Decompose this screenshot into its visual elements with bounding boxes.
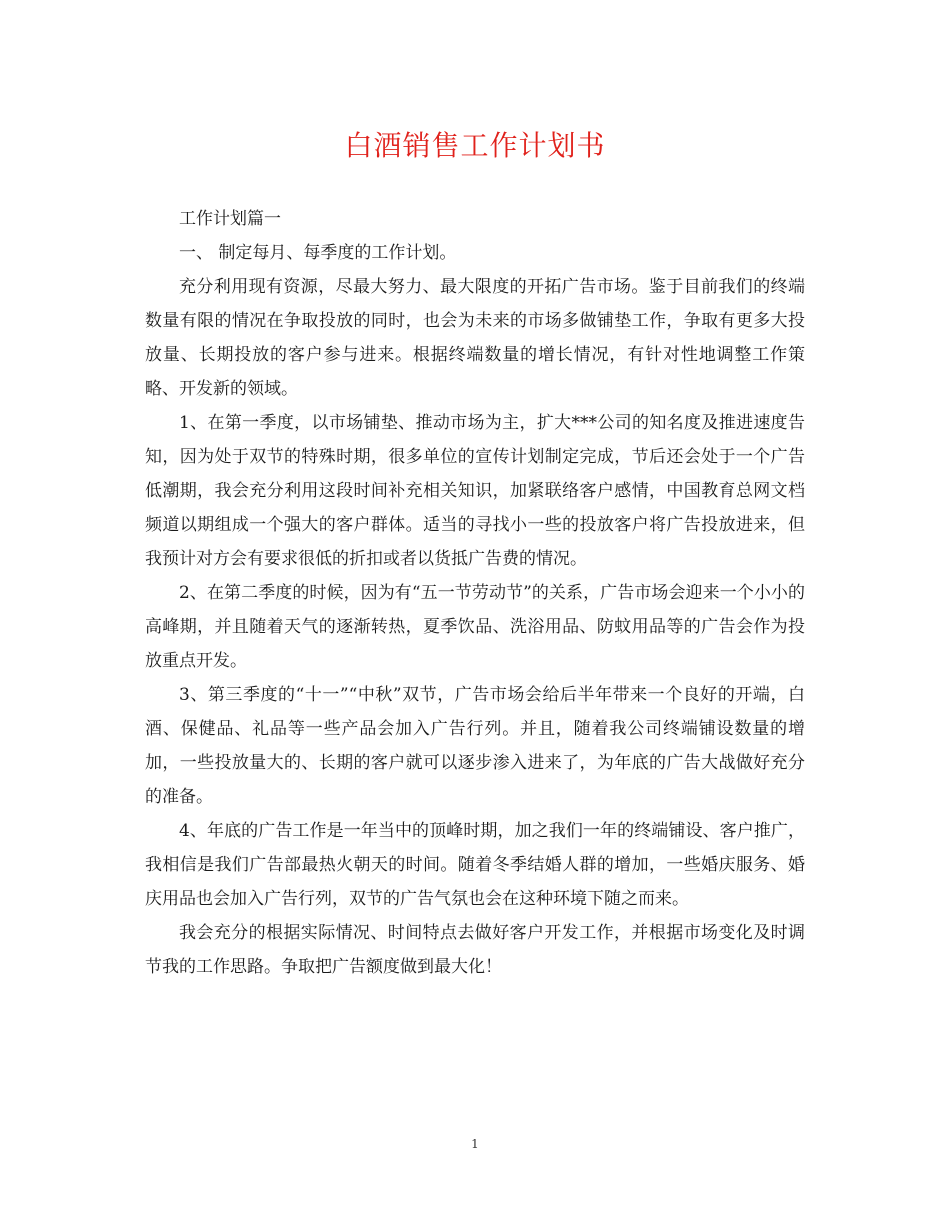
body-paragraph: 1、在第一季度，以市场铺垫、推动市场为主，扩大***公司的知名度及推进速度告知，因为处于双节的特殊时期，很多单位的宣传计划制定完成，节后还会处于一个广告低潮期，我会充分利用这段时间补充相关知识，加紧联络客户感情，中国教育总网文档频道以期组成一个强大的客户群体。适当的寻找小一些的投放客户将广告投放进来，但我预计对方会有要求很低的折扣或者以货抵广告费的情况。	[145, 413, 805, 569]
section-subheading: 一、 制定每月、每季度的工作计划。	[179, 243, 457, 263]
body-paragraph: 4、年底的广告工作是一年当中的顶峰时期，加之我们一年的终端铺设、客户推广，我相信是我们广告部最热火朝天的时间。随着冬季结婚人群的增加，一些婚庆服务、婚庆用品也会加入广告行列，双节的广告气氛也会在这种环境下随之而来。	[145, 821, 805, 909]
body-paragraph: 充分利用现有资源，尽最大努力、最大限度的开拓广告市场。鉴于目前我们的终端数量有限的情况在争取投放的同时，也会为未来的市场多做铺垫工作，争取有更多大投放量、长期投放的客户参与进来。根据终端数量的增长情况，有针对性地调整工作策略、开发新的领域。	[145, 277, 805, 399]
page-number: 1	[471, 1137, 479, 1151]
body-paragraph: 3、第三季度的“十一”“中秋”双节，广告市场会给后半年带来一个良好的开端，白酒、保健品、礼品等一些产品会加入广告行列。并且，随着我公司终端铺设数量的增加，一些投放量大的、长期的客户就可以逐步渗入进来了，为年底的广告大战做好充分的准备。	[145, 685, 805, 807]
document-body	[145, 202, 805, 984]
section-heading: 工作计划篇一	[179, 209, 281, 229]
body-paragraph: 我会充分的根据实际情况、时间特点去做好客户开发工作，并根据市场变化及时调节我的工作思路。争取把广告额度做到最大化！	[145, 923, 805, 977]
body-paragraph: 2、在第二季度的时候，因为有“五一节劳动节”的关系，广告市场会迎来一个小小的高峰期，并且随着天气的逐渐转热，夏季饮品、洗浴用品、防蚊用品等的广告会作为投放重点开发。	[145, 583, 805, 671]
document-title: 白酒销售工作计划书	[344, 129, 606, 162]
